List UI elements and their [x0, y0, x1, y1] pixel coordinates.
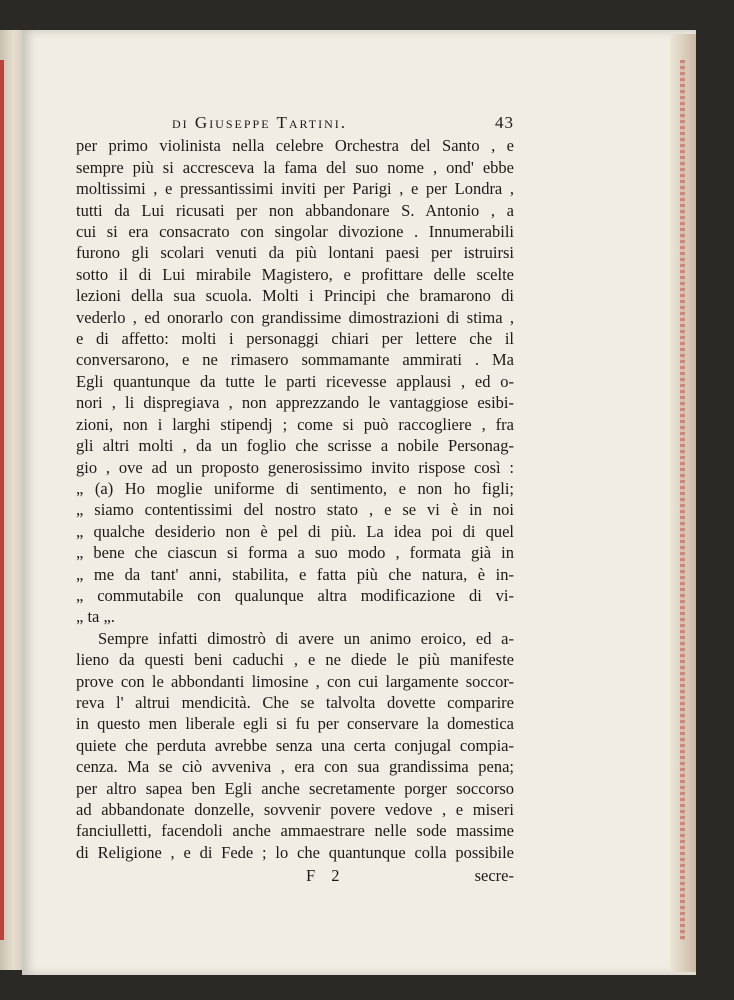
running-title: di Giuseppe Tartini. — [172, 113, 348, 132]
text-line: cui si era consacrato con singolar divozione . Innumerabili — [76, 222, 514, 242]
text-line: lieno da questi beni caduchi , e ne diede le più manifeste — [76, 650, 514, 670]
text-line: Egli quantunque da tutte le parti ricevesse applausi , ed o- — [76, 371, 514, 391]
text-line: „ commutabile con qualunque altra modificazione di vi- — [76, 585, 514, 605]
text-line: lezioni della sua scuola. Molti i Principi che bramarono di — [76, 286, 514, 306]
signature-mark: F 2 — [306, 866, 346, 886]
page-footer — [76, 865, 514, 886]
text-line: sempre più si accresceva la fama del suo nome , ond' ebbe — [76, 157, 514, 177]
page-number: 43 — [495, 113, 514, 132]
text-line: per altro sapea ben Egli anche secretamente porger soccorso — [76, 778, 514, 798]
text-line: „ ta „. — [76, 607, 115, 627]
text-line: quiete che perduta avrebbe senza una certa conjugal compia- — [76, 735, 514, 755]
text-line: Sempre infatti dimostrò di avere un animo eroico, ed a- — [98, 628, 514, 648]
text-line: ad abbandonate donzelle, sovvenir povere vedove , e miseri — [76, 800, 514, 819]
text-line: tutti da Lui ricusati per non abbandonare S. Antonio , a — [76, 200, 514, 220]
red-edge-marking — [680, 60, 685, 940]
text-line: nori , li dispregiava , non apprezzando le vantaggiose esibi- — [76, 393, 514, 413]
body-text — [76, 135, 514, 863]
text-line: per primo violinista nella celebre Orchestra del Santo , e — [76, 136, 514, 156]
text-line: in questo men liberale egli si fu per conservare la domestica — [76, 714, 514, 734]
text-line: gli altri molti , da un foglio che scrisse a nobile Personag- — [76, 436, 514, 456]
running-header — [172, 112, 514, 133]
text-line: furono gli scolari venuti da più lontani paesi per istruirsi — [76, 243, 514, 263]
text-line: „ qualche desiderio non è pel di più. La idea poi di quel — [76, 521, 514, 541]
text-line: „ (a) Ho moglie uniforme di sentimento, e non ho figli; — [76, 478, 514, 498]
catchword: secre- — [474, 866, 514, 886]
text-line: prove con le abbondanti limosine , con cui largamente soccor- — [76, 671, 514, 691]
text-line: zioni, non i larghi stipendj ; come si può raccogliere , fra — [76, 414, 514, 434]
text-line: reva l' altrui mendicità. Che se talvolta dovette comparire — [76, 692, 514, 712]
text-line: moltissimi , e pressantissimi inviti per Parigi , e per Londra , — [76, 179, 514, 199]
text-line: cenza. Ma se ciò avveniva , era con sua grandissima pena; — [76, 757, 514, 777]
text-line: e di affetto: molti i personaggi chiari per lettere che il — [76, 329, 514, 349]
text-line: „ me da tant' anni, stabilita, e fatta più che natura, è in- — [76, 564, 514, 584]
text-line: fanciulletti, facendoli anche ammaestrare nelle sode massime — [76, 821, 514, 841]
text-line: sotto il di Lui mirabile Magistero, e profittare delle scelte — [76, 264, 514, 284]
text-line: gio , ove ad un proposto generosissimo invito rispose così : — [76, 457, 514, 477]
text-line: vederlo , ed onorarlo con grandissime dimostrazioni di stima , — [76, 307, 514, 327]
page-text-block — [76, 112, 514, 887]
text-line: conversarono, e ne rimasero sommamante ammirati . Ma — [76, 350, 514, 370]
text-line: „ bene che ciascun si forma a suo modo , formata già in — [76, 543, 514, 563]
text-line: „ siamo contentissimi del nostro stato , e se vi è in noi — [76, 500, 514, 520]
left-page-edge — [0, 60, 4, 940]
text-line: di Religione , e di Fede ; lo che quantunque colla possibile — [76, 842, 514, 862]
